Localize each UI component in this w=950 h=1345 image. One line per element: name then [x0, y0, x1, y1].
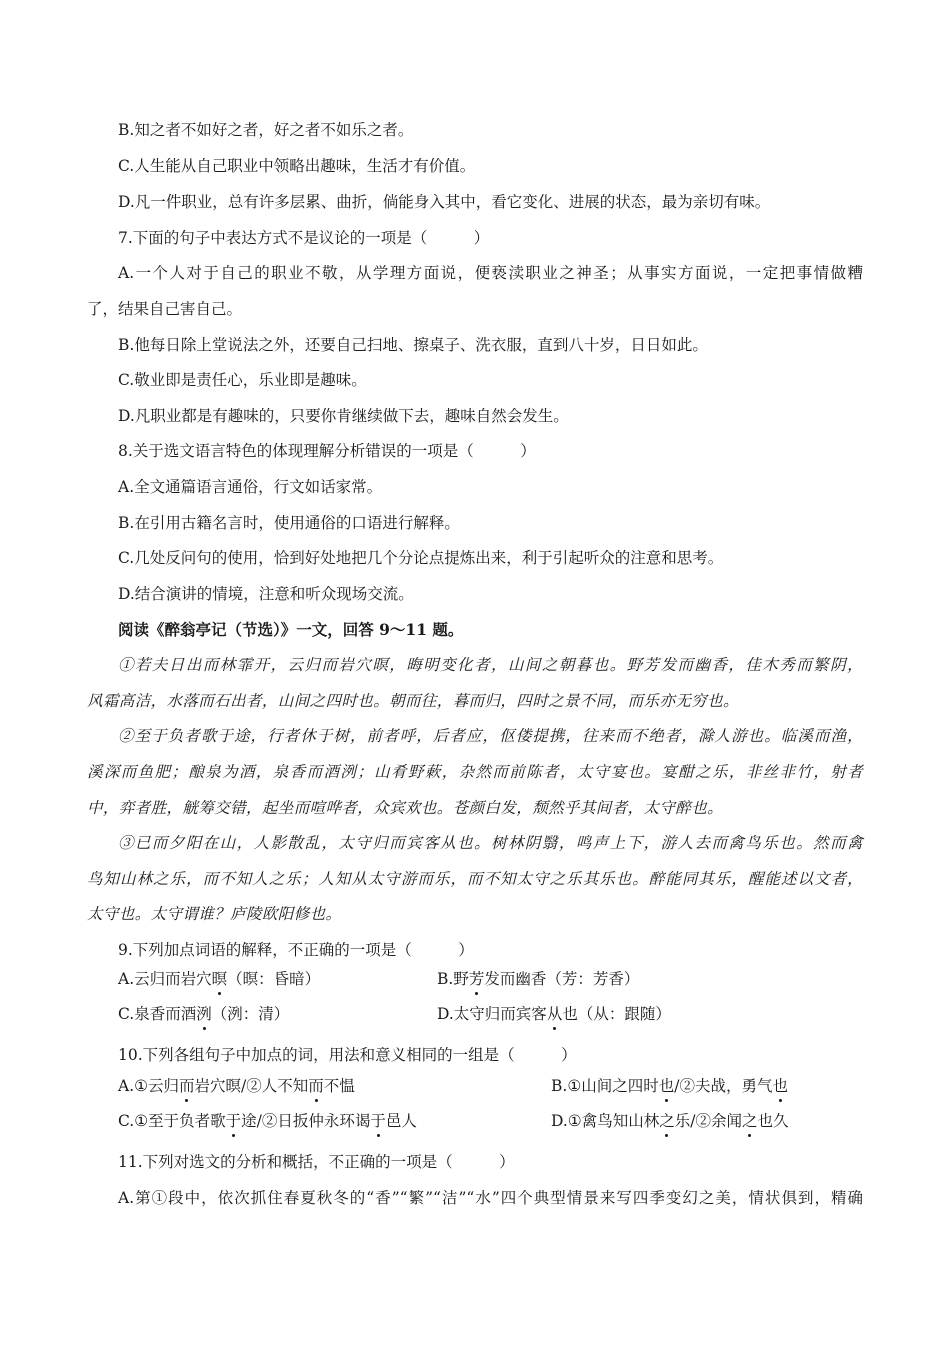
q7-option-a-line2: 了，结果自己害自己。 [87, 300, 243, 318]
passage-p3-line1: ③已而夕阳在山，人影散乱，太守归而宾客从也。树林阴翳，鸣声上下，游人去而禽鸟乐也。然而禽 [118, 834, 863, 852]
q9-option-c [118, 1003, 289, 1025]
q10-c-part3: 邑人 [385, 1112, 417, 1130]
q6-option-c: C.人生能从自己职业中领略出趣味，生活才有价值。 [118, 157, 476, 175]
passage-p2-line2: 溪深而鱼肥；酿泉为酒，泉香而酒洌；山肴野蔌，杂然而前陈者，太守宴也。宴酣之乐，非丝非竹，射者 [87, 763, 863, 781]
reading-heading: 阅读《醉翁亭记（节选）》一文，回答 9～11 题。 [118, 620, 464, 639]
q10-a-part1: A.①云归 [118, 1077, 180, 1095]
q7-option-b: B.他每日除上堂说法之外，还要自己扫地、擦桌子、洗衣服，直到八十岁，日日如此。 [118, 336, 708, 354]
q10-b-dotted2: 也 [772, 1077, 788, 1095]
q10-a-dotted2: 而 [308, 1077, 324, 1095]
q9-b-text: B.野 [437, 970, 469, 988]
q10-a-dotted1: 而 [179, 1077, 195, 1095]
q7-option-d: D.凡职业都是有趣味的，只要你肯继续做下去，趣味自然会发生。 [118, 407, 569, 425]
q6-option-d: D.凡一件职业，总有许多层累、曲折，倘能身入其中，看它变化、进展的状态，最为亲切有味。 [118, 193, 771, 211]
q10-stem: 10.下列各组句子中加点的词，用法和意义相同的一组是（ ） [118, 1046, 577, 1064]
q10-c-dotted1: 于 [225, 1112, 242, 1130]
q8-option-b: B.在引用古籍名言时，使用通俗的口语进行解释。 [118, 514, 460, 532]
q10-c-part2: 途/②日扳仲永环谒 [241, 1112, 371, 1130]
q10-b-part2: /②夫战，勇气 [674, 1077, 773, 1095]
passage-p1-line1: ①若夫日出而林霏开，云归而岩穴暝，晦明变化者，山间之朝暮也。野芳发而幽香，佳木秀而繁阴， [118, 656, 863, 674]
passage-p2-line3: 中，弈者胜，觥筹交错，起坐而喧哗者，众宾欢也。苍颜白发，颓然乎其间者，太守醉也。 [87, 799, 724, 817]
q10-option-a [118, 1075, 355, 1097]
q8-option-c: C.几处反问句的使用，恰到好处地把几个分论点提炼出来，利于引起听众的注意和思考。 [118, 549, 724, 567]
passage-p1-line2: 风霜高洁，水落而石出者，山间之四时也。朝而往，暮而归，四时之景不同，而乐亦无穷也。 [87, 692, 739, 710]
q10-c-dotted2: 于 [370, 1112, 386, 1130]
q10-a-part3: 不愠 [323, 1077, 355, 1095]
passage-p3-line2: 鸟知山林之乐，而不知人之乐；人知从太守游而乐，而不知太守之乐其乐也。醉能同其乐，醒能述以文者， [87, 870, 863, 888]
q9-c-gloss: （洌：清） [211, 1005, 290, 1023]
q9-b-dotted-word: 芳 [468, 970, 485, 988]
q9-stem: 9.下列加点词语的解释，不正确的一项是（ ） [118, 941, 474, 959]
q10-d-part3: 也久 [757, 1112, 789, 1130]
q10-d-dotted1: 之 [659, 1112, 675, 1130]
q9-d-text: D.太守归而宾客 [437, 1005, 547, 1023]
q11-stem: 11.下列对选文的分析和概括，不正确的一项是（ ） [118, 1153, 515, 1171]
q9-a-text: A.云归而岩穴 [118, 970, 212, 988]
passage-p2-line1: ②至于负者歌于途，行者休于树，前者呼，后者应，伛偻提携，往来而不绝者，滁人游也。临溪而渔， [118, 727, 863, 745]
q9-c-text: C.泉香而酒 [118, 1005, 197, 1023]
q10-d-part2: 乐/②余闻 [674, 1112, 742, 1130]
q10-b-dotted1: 也 [658, 1077, 675, 1095]
q10-b-part1: B.①山间之四时 [551, 1077, 659, 1095]
q9-b-gloss: 发而幽香（芳：芳香） [484, 970, 640, 988]
q10-c-part1: C.①至于负者歌 [118, 1112, 226, 1130]
q11-option-a-line1: A.第①段中，依次抓住春夏秋冬的“香”“繁”“洁”“水”四个典型情景来写四季变幻之美，情状俱到，精确 [118, 1189, 863, 1207]
q8-stem: 8.关于选文语言特色的体现理解分析错误的一项是（ ） [118, 442, 536, 460]
q10-option-d [551, 1110, 788, 1132]
q6-option-b: B.知之者不如好之者，好之者不如乐之者。 [118, 121, 414, 139]
q9-a-gloss: （暝：昏暗） [227, 970, 321, 988]
q8-option-a: A.全文通篇语言通俗，行文如话家常。 [118, 478, 383, 496]
q9-c-dotted-word: 洌 [196, 1005, 212, 1023]
q7-option-a-line1: A.一个人对于自己的职业不敬，从学理方面说，便亵渎职业之神圣；从事实方面说，一定把事情做糟 [118, 264, 863, 282]
q9-option-a [118, 968, 320, 990]
q10-a-part2: 岩穴暝/②人不知 [194, 1077, 309, 1095]
q10-d-dotted2: 之 [741, 1112, 758, 1130]
q7-stem: 7.下面的句子中表达方式不是议论的一项是（ ） [118, 229, 490, 247]
q8-option-d: D.结合演讲的情境，注意和听众现场交流。 [118, 585, 414, 603]
q10-d-part1: D.①禽鸟知山林 [551, 1112, 660, 1130]
passage-p3-line3: 太守也。太守谓谁？庐陵欧阳修也。 [87, 905, 342, 923]
q9-option-b [437, 968, 639, 990]
q9-a-dotted-word: 暝 [211, 970, 228, 988]
q10-option-c [118, 1110, 417, 1132]
q9-d-gloss: 也（从：跟随） [562, 1005, 671, 1023]
q9-option-d [437, 1003, 671, 1025]
q7-option-c: C.敬业即是责任心，乐业即是趣味。 [118, 371, 367, 389]
q9-d-dotted-word: 从 [546, 1005, 563, 1023]
q10-option-b [551, 1075, 788, 1097]
